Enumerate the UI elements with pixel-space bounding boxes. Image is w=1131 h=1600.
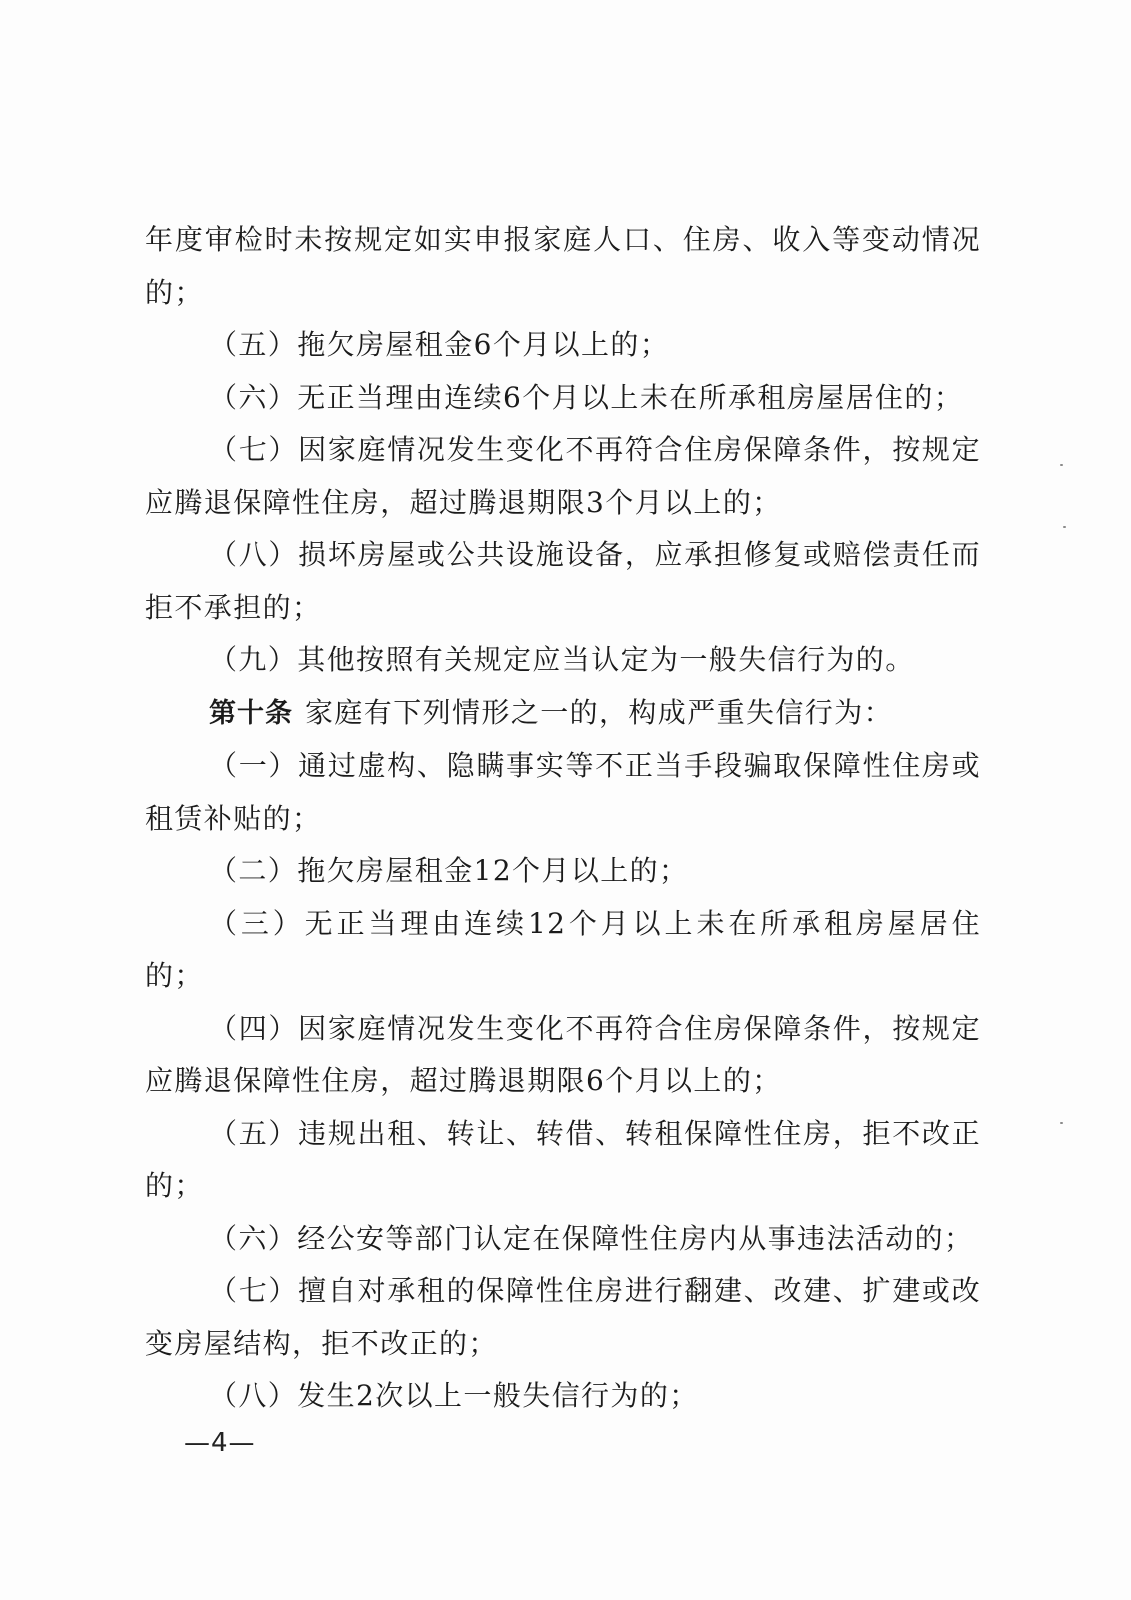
scan-speck [1063, 526, 1066, 528]
paragraph: （三）无正当理由连续12个月以上未在所承租房屋居住的； [145, 906, 981, 992]
article-text: 家庭有下列情形之一的，构成严重失信行为： [305, 695, 894, 729]
scan-speck [1060, 464, 1063, 466]
paragraph: （八）发生2次以上一般失信行为的； [209, 1379, 699, 1412]
paragraph: （八）损坏房屋或公共设施设备，应承担修复或赔偿责任而拒不承担的； [145, 538, 981, 624]
paragraph: （六）经公安等部门认定在保障性住房内从事违法活动的； [209, 1221, 974, 1255]
paragraph: （七）擅自对承租的保障性住房进行翻建、改建、扩建或改变房屋结构，拒不改正的； [145, 1274, 981, 1360]
scan-speck [1060, 1122, 1063, 1124]
paragraph: 年度审检时未按规定如实申报家庭人口、住房、收入等变动情况的； [145, 223, 981, 309]
paragraph: （五）拖欠房屋租金6个月以上的； [209, 328, 670, 361]
article-label: 第十条 [209, 697, 293, 729]
paragraph: （五）违规出租、转让、转借、转租保障性住房，拒不改正的； [145, 1116, 981, 1202]
paragraph: （七）因家庭情况发生变化不再符合住房保障条件，按规定应腾退保障性住房，超过腾退期限3个月以上的； [145, 433, 981, 519]
document-body [145, 214, 981, 1423]
paragraph: （九）其他按照有关规定应当认定为一般失信行为的。 [209, 643, 915, 676]
paragraph: （六）无正当理由连续6个月以上未在所承租房屋居住的； [209, 380, 964, 414]
paragraph: （四）因家庭情况发生变化不再符合住房保障条件，按规定应腾退保障性住房，超过腾退期限6个月以上的； [145, 1011, 981, 1097]
paragraph: （二）拖欠房屋租金12个月以上的； [209, 854, 689, 887]
paragraph: （一）通过虚构、隐瞒事实等不正当手段骗取保障性住房或租赁补贴的； [145, 749, 981, 835]
page-number: —4— [184, 1428, 256, 1458]
article-heading [145, 687, 981, 741]
